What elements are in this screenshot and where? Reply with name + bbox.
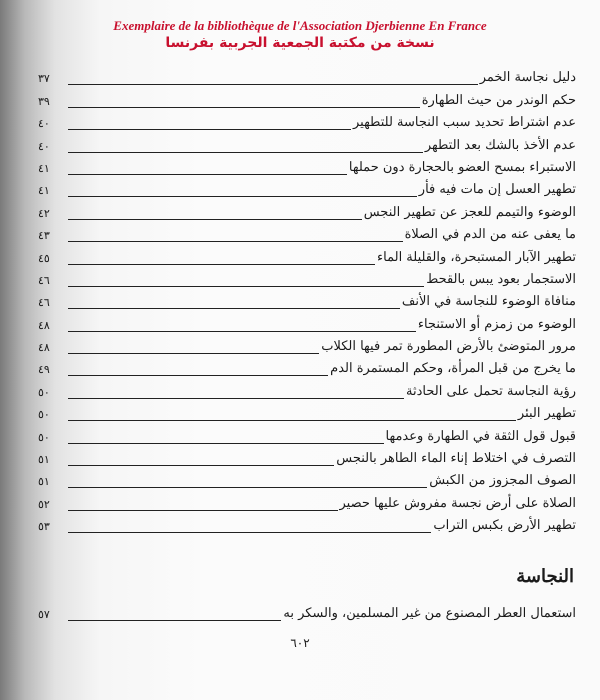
toc-entry-title: عدم الأخذ بالشك بعد التطهر	[424, 137, 576, 153]
toc-entry	[38, 335, 576, 357]
toc-entry-title: دليل نجاسة الخمر	[479, 70, 576, 86]
toc-entry-title: ما يخرج من قبل المرأة، وحكم المستمرة الدم	[330, 361, 576, 377]
toc-entry-title: مرور المتوضئ بالأرض المطورة تمر فيها الكلاب	[321, 339, 576, 355]
toc-entry-page: ٥٠	[38, 408, 50, 422]
toc-entry-page: ٥٢	[38, 497, 50, 511]
toc-entry-page: ٥٠	[38, 430, 50, 444]
toc-leader-line	[68, 107, 420, 108]
toc-entry	[38, 133, 576, 155]
toc-leader-line	[68, 331, 416, 332]
toc-entry-title: قبول قول الثقة في الطهارة وعدمها	[385, 428, 576, 444]
toc-entry-page: ٤٢	[38, 206, 50, 220]
toc-leader-line	[68, 420, 516, 421]
toc-leader-line	[68, 510, 338, 511]
toc-entry-page: ٤٠	[38, 117, 50, 131]
toc-entry-title: تطهير البئر	[517, 406, 576, 422]
toc-entry-title: الاستجمار بعود يبس بالقحط	[426, 271, 576, 287]
toc-leader-line	[68, 375, 328, 376]
toc-entry-title: استعمال العطر المصنوع من غير المسلمين، والسكر به	[283, 606, 576, 622]
toc-entry-title: رؤية النجاسة تحمل على الحادثة	[406, 383, 576, 399]
toc-entry-title: الاستبراء بمسح العضو بالحجارة دون حملها	[348, 159, 576, 175]
toc-entry	[38, 268, 576, 290]
toc-entry-title: التصرف في اختلاط إناء الماء الطاهر بالنجس	[336, 451, 576, 467]
toc-entry	[38, 156, 576, 178]
toc-entry	[38, 88, 576, 110]
toc-leader-line	[68, 308, 400, 309]
toc-leader-line	[68, 152, 423, 153]
toc-entry-page: ٥٧	[38, 608, 50, 622]
toc-entry-page: ٤٣	[38, 229, 50, 243]
toc-leader-line	[68, 443, 384, 444]
toc-entry	[38, 469, 576, 491]
toc-entry-page: ٤٠	[38, 139, 50, 153]
toc-entry	[38, 379, 576, 401]
toc-entry-title: حكم الوندر من حيث الطهارة	[421, 92, 576, 108]
toc-entry-page: ٥١	[38, 475, 50, 489]
toc-entry-page: ٤٨	[38, 341, 50, 355]
toc-entry-page: ٤١	[38, 161, 50, 175]
toc-leader-line	[68, 353, 319, 354]
page-number: ٦٠٢	[290, 636, 310, 650]
toc-leader-line	[68, 196, 417, 197]
toc-entry-title: تطهير العسل إن مات فيه فأر	[418, 182, 576, 198]
toc-entry-title: الصلاة على أرض نجسة مفروش عليها حصير	[339, 495, 576, 511]
toc-leader-line	[68, 129, 351, 130]
toc-entry-page: ٤٨	[38, 318, 50, 332]
toc-entry-page: ٥٠	[38, 385, 50, 399]
toc-leader-line	[68, 264, 375, 265]
toc-leader-line	[68, 398, 404, 399]
toc-entry-title: تطهير الأرض بكبس التراب	[433, 518, 576, 534]
toc-leader-line	[68, 532, 431, 533]
toc-leader-line	[68, 174, 347, 175]
toc-leader-line	[68, 487, 427, 488]
section-heading: النجاسة	[516, 566, 574, 587]
toc-entry-page: ٤٩	[38, 363, 50, 377]
toc-entry	[38, 402, 576, 424]
toc-entry-page: ٤١	[38, 184, 50, 198]
toc-entry	[38, 424, 576, 446]
toc-entry	[38, 357, 576, 379]
toc-entry-page: ٥١	[38, 453, 50, 467]
toc-entry-page: ٤٥	[38, 251, 50, 265]
section-table-of-contents	[38, 602, 576, 624]
toc-entry	[38, 66, 576, 88]
toc-entry	[38, 312, 576, 334]
toc-entry-title: ما يعفى عنه من الدم في الصلاة	[404, 227, 576, 243]
toc-leader-line	[68, 465, 334, 466]
toc-leader-line	[68, 241, 403, 242]
toc-leader-line	[68, 620, 281, 621]
toc-entry-title: تطهير الآبار المستبحرة، والقليلة الماء	[377, 249, 576, 265]
toc-entry	[38, 491, 576, 513]
toc-entry	[38, 111, 576, 133]
toc-entry-title: الصوف المجزوز من الكبش	[429, 473, 576, 489]
toc-entry-title: الوضوء من زمزم أو الاستنجاء	[417, 316, 576, 332]
toc-entry-page: ٣٧	[38, 72, 50, 86]
toc-entry-page: ٤٦	[38, 273, 50, 287]
toc-leader-line	[68, 219, 362, 220]
stamp-arabic-text: نسخة من مكتبة الجمعية الجربية بفرنسا	[165, 35, 435, 51]
toc-leader-line	[68, 84, 478, 85]
table-of-contents	[38, 66, 576, 536]
toc-leader-line	[68, 286, 424, 287]
stamp-french-text: Exemplaire de la bibliothèque de l'Association Djerbienne En France	[113, 18, 487, 33]
toc-entry-title: عدم اشتراط تحديد سبب النجاسة للتطهير	[352, 115, 576, 131]
toc-entry	[38, 602, 576, 624]
toc-entry	[38, 245, 576, 267]
toc-entry	[38, 514, 576, 536]
toc-entry-page: ٥٣	[38, 520, 50, 534]
toc-entry-title: الوضوء والتيمم للعجز عن تطهير النجس	[363, 204, 576, 220]
toc-entry	[38, 223, 576, 245]
toc-entry	[38, 447, 576, 469]
toc-entry-page: ٤٦	[38, 296, 50, 310]
toc-entry	[38, 178, 576, 200]
toc-entry	[38, 200, 576, 222]
toc-entry-page: ٣٩	[38, 94, 50, 108]
toc-entry-title: منافاة الوضوء للنجاسة في الأنف	[401, 294, 576, 310]
library-stamp	[0, 18, 600, 51]
toc-entry	[38, 290, 576, 312]
